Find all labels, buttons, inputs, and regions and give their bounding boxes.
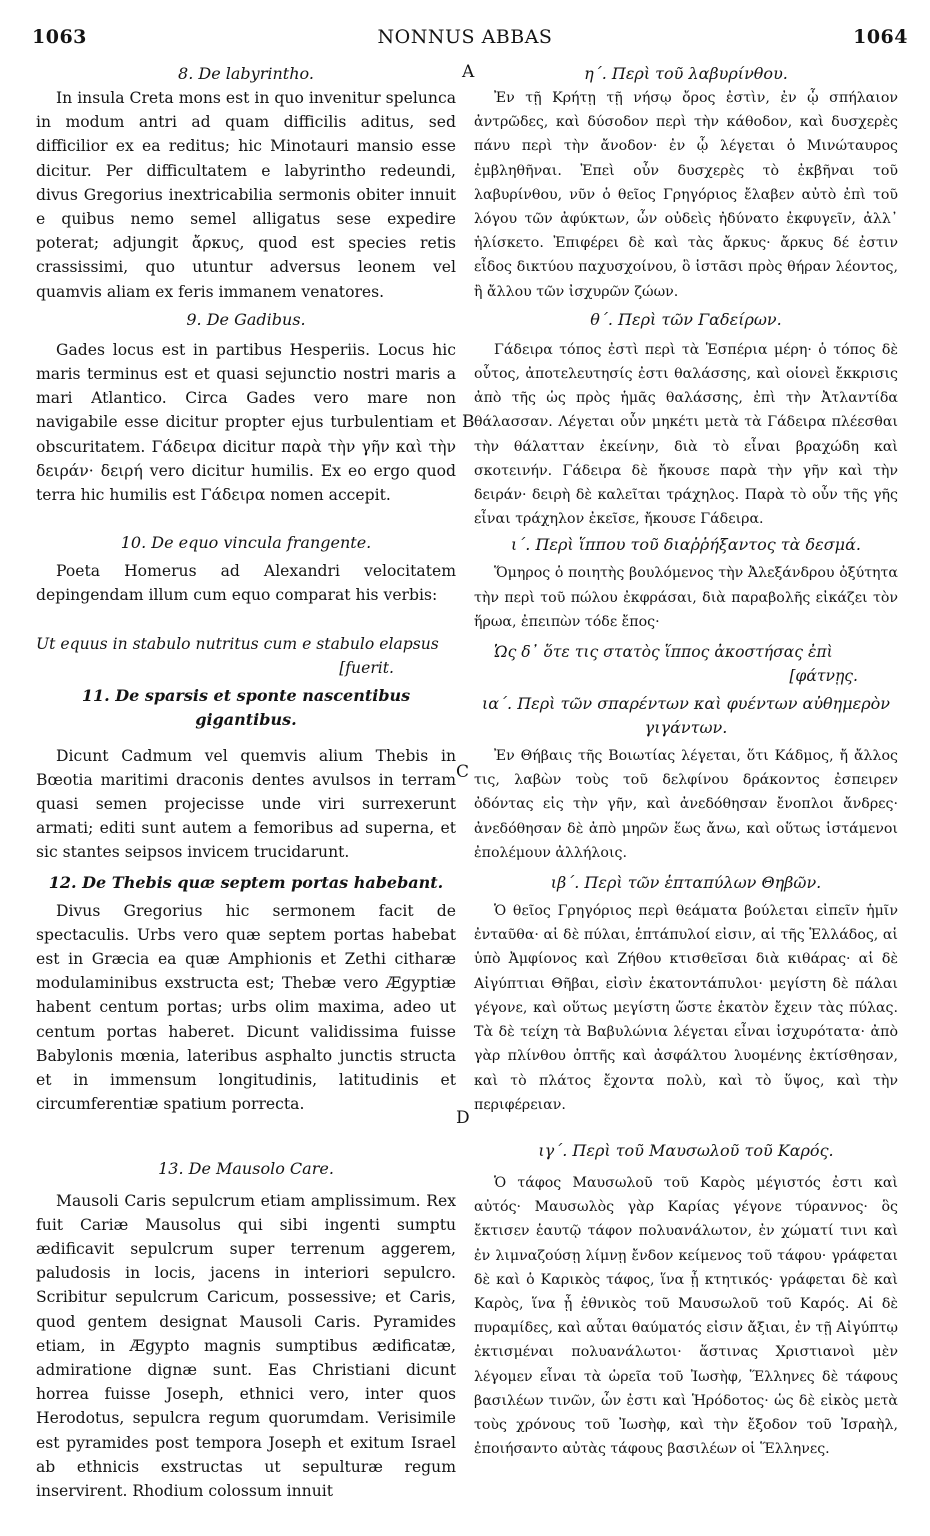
greek-section-10-title: ι΄. Περὶ ἵππου τοῦ διαῤῥήξαντος τὰ δεσμά. [511, 535, 861, 555]
greek-section-13-title: ιγ΄. Περὶ τοῦ Μαυσωλοῦ τοῦ Καρός. [538, 1140, 834, 1160]
margin-letter-c: C [456, 762, 470, 782]
greek-section-10-text: Ὅμηρος ὁ ποιητὴς βουλόμενος τὴν Ἀλεξάνδρου ὀξύτητα τὴν περὶ τοῦ πώλου ἐκφράσαι, διὰ παραβολῆς εἰκάζει τὸν ἥρωα, ἐπειπὼν τόδε ἔπος· [474, 565, 898, 630]
greek-section-11-text: Ἐν Θήβαις τῆς Βοιωτίας λέγεται, ὅτι Κάδμος, ἤ ἄλλος τις, λαβὼν τοὺς τοῦ δελφίνου δράκοντος ἐσπειρεν ὀδόντας εἰς τὴν γῆν, καὶ ἀνεδόθησαν ἔνοπλοι ἄνδρες· ἀνεδόθησαν δὲ ἀπὸ μηρῶν ἕως ἄνω, καὶ οὕτως ἱστάμενοι ἐπολέμουν ἀλλήλοις. [474, 748, 898, 861]
latin-verse: Ut equus in stabulo nutritus cum e stabulo elapsus [36, 634, 439, 653]
margin-letter-a: A [462, 62, 475, 82]
greek-verse: Ὡς δ᾽ ὅτε τις στατὸς ἵππος ἀκοστήσας ἐπὶ [494, 643, 833, 662]
greek-section-12-text: Ὁ θεῖος Γρηγόριος περὶ θεάματα βούλεται εἰπεῖν ἡμῖν ἐνταῦθα· αἱ δὲ πύλαι, ἑπτάπυλοί εἰσιν, αἱ τῆς Ἑλλάδος, αἱ ὑπὸ Ἀμφίονος καὶ Ζήθου κτισθεῖσαι διὰ κιθάρας· αἱ δὲ Αἰγύπτιαι Θῆβαι, εἰσὶν ἑκατοντάπυλοι· μεγίστη δὲ πάλαι γέγονε, καὶ οὕτως μεγίστη ὥστε ἑκατὸν ἔχειν τὰς πύλας. Τὰ δὲ τείχη τὰ Βαβυλώνια λέγεται εἶναι ἰσχυρότατα· ἀπὸ γὰρ πλίνθου ὀπτῆς καὶ ἀσφάλτου λυομένης ἐκτίσθησαν, καὶ τὸ πλάτος ἔχοντα πολὺ, καὶ τὸ ὕψος, καὶ τὴν περιφέρειαν. [474, 903, 898, 1113]
latin-section-12-title: 12. De Thebis quæ septem portas habebant. [48, 872, 444, 892]
greek-section-12-title: ιβ΄. Περὶ τῶν ἑπταπύλων Θηβῶν. [550, 873, 822, 893]
latin-section-11-title: 11. De sparsis et sponte nascentibus gigantibus. [81, 685, 411, 729]
latin-verse-end: [fuerit. [339, 658, 394, 677]
latin-section-12-text: Divus Gregorius hic sermonem facit de spectaculis. Urbs vero quæ septem portas habebat est in Græcia ea quæ Amphionis et Zethi citharæ modulaminibus exstructa est; Thebæ vero Ægyptiæ habent centum portas; urbs olim maxima, adeo ut centum portas haberet. Dicunt validissima fuisse Babylonis mœnia, lateribus asphalto junctis structa et in immensum longitudinis, latitudinis et circumferentiæ spatium porrecta. [36, 901, 456, 1114]
greek-column [474, 62, 898, 1461]
greek-section-13-text: Ὁ τάφος Μαυσωλοῦ τοῦ Καρὸς μέγιστός ἐστι καὶ αὐτός· Μαυσωλὸς γὰρ Καρίας γέγονε τύραννος· ὃς ἔκτισεν ἑαυτῷ τάφον πολυανάλωτον, ἐν χώματί τινι καὶ ἐν λιμναζούσῃ λίμνῃ ἔνδον κείμενος τοῦ τάφου· γράφεται δὲ καὶ ὁ Καρικὸς τάφος, ἵνα ᾖ κτητικός· γράφεται δὲ καὶ Καρὸς, ἵνα ᾖ ἐθνικὸς τοῦ Μαυσωλοῦ τοῦ Καρός. Αἱ δὲ πυραμίδες, καὶ αὗται θαύματός εἰσιν ἄξιαι, ἐν τῇ Αἰγύπτῳ ἐκτισμέναι πολυανάλωτοι· ἅστινας Χριστιανοὶ μὲν λέγομεν εἶναι τὰ ὡρεῖα τοῦ Ἰωσὴφ, Ἕλληνες δὲ τάφους βασιλέων τινῶν, ὧν ἐστι καὶ Ἡρόδοτος· ὡς δὲ εἰκὸς μετὰ τοὺς χρόνους τοῦ Ἰωσὴφ, καὶ τὴν ἔξοδον τοῦ Ἰσραὴλ, ἐποιήσαντο αὐτὰς τάφους βασιλέων οἱ Ἕλληνες. [474, 1174, 898, 1458]
latin-section-8-text: In insula Creta mons est in quo invenitur spelunca in modum antri ad quam difficilis aditus, sed difficilior ex ea reditus; hic Minotauri mansio esse dicitur. Per difficultatem e labyrintho redeundi, divus Gregorius inextricabilia sermonis obiter innuit e quibus nemo semel alligatus sese expedire poterat; adjungit ἄρκυς, quod est species retis crassissimi, quo utuntur adversus leonem vel quamvis aliam ex feris immanem venatores. [36, 89, 456, 301]
margin-letter-b: B [462, 412, 475, 432]
latin-section-10-title: 10. De equo vincula frangente. [120, 533, 372, 553]
greek-verse-end: [φάτνῃς. [789, 667, 858, 686]
left-page-number: 1063 [32, 26, 87, 48]
margin-letter-d: D [456, 1108, 470, 1128]
greek-section-9-title: θ΄. Περὶ τῶν Γαδείρων. [590, 309, 782, 329]
latin-section-9-title: 9. De Gadibus. [186, 309, 306, 329]
running-title: NONNUS ABBAS [377, 26, 553, 48]
latin-section-11-text: Dicunt Cadmum vel quemvis alium Thebis in Bœotia maritimi draconis dentes avulsos in terram quasi semen projecisse unde viri surrexerunt armati; editi sunt autem a femoribus ad superna, et sic stantes seipsos invicem trucidarunt. [36, 746, 456, 862]
right-page-number: 1064 [853, 26, 908, 48]
latin-section-13-title: 13. De Mausolo Care. [158, 1158, 334, 1178]
greek-section-9-text: Γάδειρα τόπος ἐστὶ περὶ τὰ Ἑσπέρια μέρη· ὁ τόπος δὲ οὗτος, ἀποτελευτησίς ἐστι θαλάσσης, καὶ οἱονεὶ ἔκκρισις ἀπὸ τῆς ὡς πρὸς ἡμᾶς θαλάσσης, ἐπὶ τὴν Ἀτλαντίδα θάλασσαν. Λέγεται οὖν μηκέτι μετὰ τὰ Γάδειρα πλέεσθαι τὴν θάλατταν ἐκείνην, διὰ τὸ εἶναι βραχώδη καὶ σκοτεινήν. Γάδειρα δὲ ἤκουσε παρὰ τὴν γῆν καὶ τὴν δειράν· δειρὴ δὲ καλεῖται τράχηλος. Παρὰ τὸ οὖν τῆς γῆς εἶναι τράχηλον ἐκεῖσε, ἤκουσε Γάδειρα. [474, 341, 898, 528]
greek-section-8-text: Ἐν τῇ Κρήτῃ τῇ νήσῳ ὄρος ἐστὶν, ἐν ᾧ σπήλαιον ἀντρῶδες, καὶ δύσοδον περὶ τὴν κάθοδον, καὶ δυσχερὲς πάνυ περὶ τὴν ἄνοδον· ἐν ᾧ λέγεται ὁ Μινώταυρος ἐμβληθῆναι. Ἐπεὶ οὖν δυσχερὲς τὸ ἐκβῆναι τοῦ λαβυρίνθου, νῦν ὁ θεῖος Γρηγόριος ἔλαβεν αὐτὸ ἐπὶ τοῦ λόγου τῶν ἀφύκτων, ὧν οὐδεὶς ἠδύνατο ἐκφυγεῖν, ἀλλ᾽ ἡλίσκετο. Ἐπιφέρει δὲ καὶ τὰς ἄρκυς· ἄρκυς δέ ἐστιν εἶδος δικτύου παχυσχοίνου, ὃ ἱστᾶσι πρὸς θήραν λέοντος, ἢ ἄλλου τῶν ἰσχυρῶν ζώων. [474, 90, 898, 300]
latin-section-10-text: Poeta Homerus ad Alexandri velocitatem depingendam illum cum equo comparat his verbis: [36, 562, 456, 605]
latin-section-8-title: 8. De labyrintho. [178, 64, 314, 83]
latin-column [36, 62, 456, 1503]
greek-section-8-title: η΄. Περὶ τοῦ λαβυρίνθου. [584, 64, 788, 83]
greek-section-11-title: ια΄. Περὶ τῶν σπαρέντων καὶ φυέντων αὐθημερὸν γιγάντων. [481, 694, 891, 738]
latin-section-13-text: Mausoli Caris sepulcrum etiam amplissimum. Rex fuit Cariæ Mausolus qui sibi ingenti sumptu ædificavit sepulcrum super terrenum aggerem, paludosis in locis, jacens in interiori sepulcro. Scribitur sepulcrum Caricum, possessive; et Caris, quod gentem designat Mausoli Caris. Pyramides etiam, in Ægypto magnis sumptibus ædificatæ, admiratione dignæ sunt. Eas Christiani dicunt horrea fuisse Joseph, ethnici vero, inter quos Herodotus, sepulcra regum quorumdam. Verisimile est pyramides post tempora Joseph et exitum Israel ab ethnicis exstructas ut sepulturæ regum inservirent. Rhodium colossum innuit [36, 1191, 456, 1500]
latin-section-9-text: Gades locus est in partibus Hesperiis. Locus hic maris terminus est et quasi sejunctio nostri maris a mari Atlantico. Circa Gades vero mare non navigabile esse dicitur propter ejus turbulentiam et obscuritatem. Γάδειρα dicitur παρὰ τὴν γῆν καὶ τὴν δειράν· δειρή vero dicitur humilis. Ex eo ergo quod terra hic humilis est Γάδειρα nomen accepit. [36, 340, 456, 505]
page-header [0, 26, 930, 56]
